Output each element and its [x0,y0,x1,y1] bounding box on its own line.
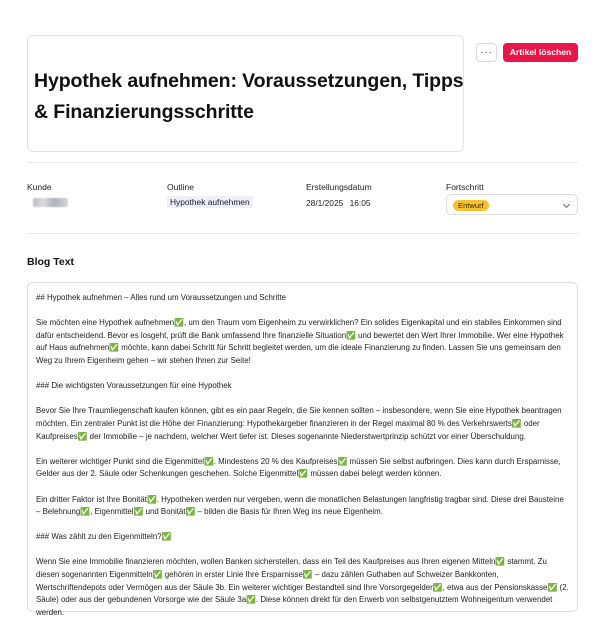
progress-label: Fortschritt [446,182,484,192]
page-title: Hypothek aufnehmen: Voraussetzungen, Tipps & Finanzierungsschritte [34,70,464,123]
blog-text-editor[interactable] [27,282,578,617]
created-date-label: Erstellungsdatum [306,182,372,192]
divider-middle [27,233,578,234]
progress-select[interactable] [446,194,578,215]
customer-label: Kunde [27,182,52,192]
customer-value-blurred [33,198,68,207]
outline-label: Outline [167,182,194,192]
created-date-value: 28/1/2025 16:05 [306,198,371,208]
more-options-button[interactable]: ··· [476,43,497,62]
outline-link[interactable]: Hypothek aufnehmen [167,196,253,208]
blog-text-content[interactable]: ## Hypothek aufnehmen – Alles rund um Voraussetzungen und Schritte Sie möchten eine Hypothek aufnehmen✅, um den Traum vom Eigenheim zu verwirklichen? Ein solides Eigenkapital und ein stabiles Einkommen sind dafür entscheidend. Bevor es losgeht, prüft die Bank umfassend Ihre finanzielle Situation✅ und bewertet den Wert Ihrer Immobilie. Wer eine Hypothek auf Haus aufnehmen✅ möchte, kann dabei Schritt für Schritt begleitet werden, um die ideale Finanzierung zu finden. Lassen Sie uns gemeinsam den Weg zu Ihrem Eigenheim gehen – wir stehen Ihnen zur Seite! ### Die wichtigsten Voraussetzungen für eine Hypothek Bevor Sie Ihre Traumliegenschaft kaufen können, gibt es ein paar Regeln, die Sie kennen sollten – insbesondere, wenn Sie eine Hypothek beantragen möchten. Ein zentraler Punkt ist die Höhe der Finanzierung: Hypothekargeber finanzieren in der Regel maximal 80 % des Verkehrswerts✅ oder Kaufpreises✅ der Immobilie – je nachdem, welcher Wert tiefer ist. Dieses sogenannte Niederstwertprinzip schützt vor einer Überschuldung. Ein weiterer wichtiger Punkt sind die Eigenmittel✅. Mindestens 20 % des Kaufpreises✅ müssen Sie selbst aufbringen. Dies kann durch Ersparnisse, Gelder aus der 2. Säule oder Schenkungen geschehen. Solche Eigenmittel✅ müssen dabei belegt werden können. Ein dritter Faktor ist Ihre Bonität✅. Hypotheken werden nur vergeben, wenn die monatlichen Belastungen langfristig tragbar sind. Diese drei Bausteine – Belehnung✅, Eigenmittel✅ und Bonität✅ – bilden die Basis für Ihren Weg ins neue Eigenheim. ### Was zählt zu den Eigenmitteln?✅ Wenn Sie eine Immobilie finanzieren möchten, wollen Banken sicherstellen, dass ein Teil des Kaufpreises aus Ihren eigenen Mitteln✅ stammt. Zu diesen sogenannten Eigenmitteln✅ gehören in erster Linie Ihre Ersparnisse✅ – dazu zählen Guthaben auf Schweizer Bankkonten, Wertschriftendepots oder Vermögen aus der Säule 3b. Ein weiterer wichtiger Bestandteil sind Ihre Vorsorgegelder✅, etwa aus der Pensionskasse✅ (2. Säule) oder aus der gebundenen Vorsorge wie der Säule 3a✅. Diese können direkt für den Erwerb von selbstgenutztem Wohneigentum verwendet werden. [36,293,569,617]
chevron-down-icon [563,201,570,208]
article-title-card [27,35,464,152]
blog-text-heading: Blog Text [27,256,75,268]
delete-article-button[interactable]: Artikel löschen [503,43,578,62]
divider-top [27,162,578,163]
status-badge: Entwurf [453,200,489,211]
